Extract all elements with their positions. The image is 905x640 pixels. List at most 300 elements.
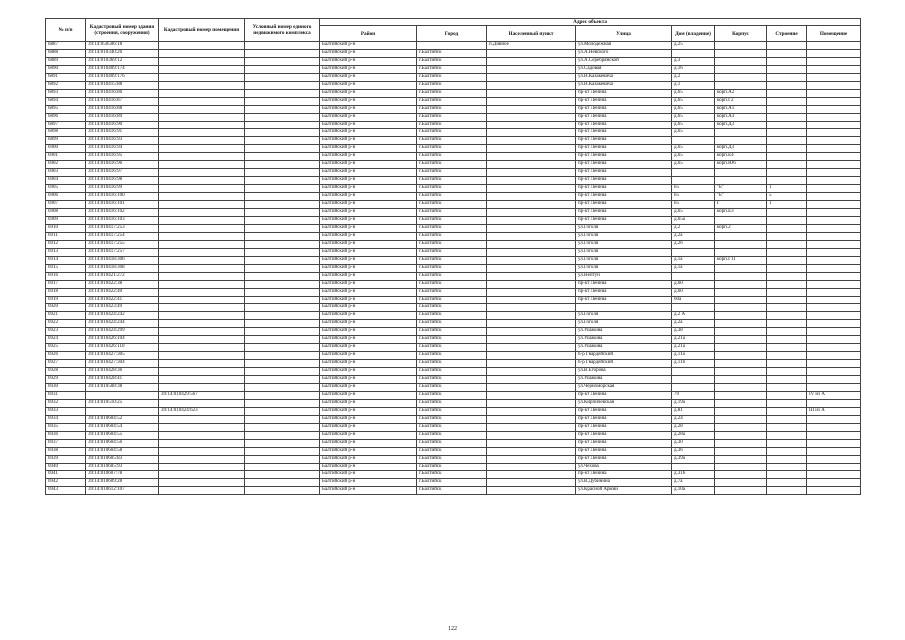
cell-cadastral-building: 39:14:010605:93 [86,463,159,471]
cell-cadastral-premises [159,161,245,169]
cell-settlement [487,169,576,177]
cell-no: 6943 [46,487,86,495]
cell-street: б-р Гвардейский [576,352,672,360]
table-row [46,463,861,471]
cell-city: г.Балтийск [417,97,487,105]
cell-settlement [487,232,576,240]
cell-block: "Е" [715,193,767,201]
cell-cadastral-building: 39:14:010416:99 [86,185,159,193]
cell-city: г.Балтийск [417,169,487,177]
table-row [46,471,861,479]
table-row [46,399,861,407]
cell-cadastral-premises: 39:14:010424:623 [159,407,245,415]
cell-conditional-number [245,415,320,423]
cell-city: г.Балтийск [417,57,487,65]
table-row [46,344,861,352]
cell-building [767,42,807,50]
cell-block [715,328,767,336]
cell-room [807,121,861,129]
cell-block [715,177,767,185]
cell-building [767,264,807,272]
cell-block [715,487,767,495]
cell-district: Балтийский р-н [320,447,417,455]
cell-city: г.Балтийск [417,105,487,113]
cell-no: 6888 [46,49,86,57]
table-body [46,42,861,495]
cell-building [767,344,807,352]
table-row [46,487,861,495]
cell-cadastral-premises [159,272,245,280]
cell-no: 6917 [46,280,86,288]
cell-room [807,280,861,288]
cell-no: 6910 [46,224,86,232]
cell-room [807,216,861,224]
table-row [46,248,861,256]
cell-building [767,471,807,479]
cell-street: пр-кт Ленина [576,193,672,201]
cell-district: Балтийский р-н [320,153,417,161]
cell-street: пр-кт Ленина [576,439,672,447]
cell-room [807,248,861,256]
table-row [46,383,861,391]
cell-room [807,431,861,439]
cell-building [767,383,807,391]
cell-cadastral-building: 39:14:050506:18 [86,42,159,50]
table-row [46,328,861,336]
table-row [46,216,861,224]
cell-city: г.Балтийск [417,328,487,336]
header-cadastral-building: Кадастровый номер здания (строения, сооружения) [86,19,159,42]
cell-cadastral-premises [159,264,245,272]
cell-street: пр-кт Ленина [576,185,672,193]
cell-city: г.Балтийск [417,65,487,73]
table-row [46,272,861,280]
cell-district: Балтийский р-н [320,224,417,232]
cell-block [715,42,767,50]
cell-room [807,272,861,280]
cell-district: Балтийский р-н [320,129,417,137]
cell-house: д.81 [672,407,715,415]
cell-cadastral-building: 39:14:010422:40 [86,288,159,296]
cell-no: 6925 [46,344,86,352]
cell-room [807,169,861,177]
cell-cadastral-building: 39:14:010416:97 [86,169,159,177]
cell-house: д.36 [672,447,715,455]
cell-cadastral-building: 39:14:010422:41 [86,296,159,304]
cell-room [807,113,861,121]
cell-house [672,177,715,185]
cell-settlement [487,240,576,248]
cell-house: д.24 [672,415,715,423]
cell-house: д.65 [672,145,715,153]
cell-no: 6937 [46,439,86,447]
cell-no: 6938 [46,447,86,455]
cell-cadastral-building: 39:14:010607:78 [86,471,159,479]
cell-district: Балтийский р-н [320,177,417,185]
cell-building [767,248,807,256]
header-block: Корпус [715,26,767,42]
cell-cadastral-premises [159,185,245,193]
cell-block: корп.А2 [715,89,767,97]
cell-cadastral-premises [159,304,245,312]
cell-conditional-number [245,81,320,89]
table-row [46,423,861,431]
cell-conditional-number [245,304,320,312]
cell-street: ул.В.Дубинина [576,479,672,487]
cell-street: ул.Ушакова [576,336,672,344]
table-row [46,49,861,57]
cell-building [767,463,807,471]
cell-cadastral-building: 39:14:010416:96 [86,161,159,169]
cell-district: Балтийский р-н [320,336,417,344]
cell-building [767,479,807,487]
cell-no: 6889 [46,57,86,65]
cell-district: Балтийский р-н [320,328,417,336]
cell-block [715,344,767,352]
cell-room [807,399,861,407]
page-number: 122 [448,626,457,632]
cell-building [767,336,807,344]
cell-room [807,423,861,431]
cell-room [807,256,861,264]
cell-cadastral-premises [159,145,245,153]
cell-house: д.39а [672,455,715,463]
cell-street: пр-кт Ленина [576,288,672,296]
cell-city: г.Балтийск [417,288,487,296]
cell-street: пр-кт Ленина [576,129,672,137]
cell-street: пр-кт Ленина [576,455,672,463]
cell-house: д.28а [672,431,715,439]
cell-settlement [487,423,576,431]
cell-street: пр-кт Ленина [576,97,672,105]
cell-district: Балтийский р-н [320,399,417,407]
cell-conditional-number [245,73,320,81]
cell-house: д.60 [672,280,715,288]
cell-district: Балтийский р-н [320,360,417,368]
cell-settlement [487,415,576,423]
cell-no: 6927 [46,360,86,368]
cell-cadastral-building: 39:14:010416:98 [86,177,159,185]
cell-building [767,169,807,177]
cell-conditional-number [245,447,320,455]
table-row [46,360,861,368]
table-row [46,431,861,439]
cell-no: 6905 [46,185,86,193]
cell-no: 6895 [46,105,86,113]
cell-street: ул.Н.Казакевича [576,81,672,89]
table-row [46,320,861,328]
cell-district: Балтийский р-н [320,439,417,447]
cell-no: 6941 [46,471,86,479]
cell-no: 6890 [46,65,86,73]
cell-district: Балтийский р-н [320,209,417,217]
cell-district: Балтийский р-н [320,73,417,81]
cell-conditional-number [245,177,320,185]
cell-house [672,49,715,57]
cell-street: ул.Гоголя [576,312,672,320]
cell-district: Балтийский р-н [320,185,417,193]
cell-cadastral-building: 39:14:010417:254 [86,232,159,240]
cell-no: 6924 [46,336,86,344]
cell-cadastral-premises [159,280,245,288]
cell-room [807,336,861,344]
cell-street: ул.А.Серебрянской [576,57,672,65]
cell-house: д.38 [672,328,715,336]
cell-settlement [487,97,576,105]
cell-cadastral-premises [159,312,245,320]
cell-block [715,360,767,368]
cell-cadastral-premises [159,256,245,264]
cell-street: пр-кт Ленина [576,415,672,423]
cell-cadastral-premises [159,49,245,57]
cell-house: 60а [672,296,715,304]
cell-block [715,304,767,312]
cell-district: Балтийский р-н [320,113,417,121]
cell-no: 6892 [46,81,86,89]
cell-no: 6929 [46,376,86,384]
cell-no: 6936 [46,431,86,439]
cell-settlement [487,296,576,304]
cell-house: д.1а [672,256,715,264]
cell-cadastral-building: 39:14:010426:104 [86,336,159,344]
cell-room [807,320,861,328]
cell-settlement [487,487,576,495]
cell-house: д.30 [672,439,715,447]
cell-block [715,399,767,407]
cell-no: 6926 [46,352,86,360]
cell-building [767,57,807,65]
cell-no: 6922 [46,320,86,328]
cell-house: д.21а [672,336,715,344]
cell-room [807,296,861,304]
cell-building [767,312,807,320]
cell-city: г.Балтийск [417,145,487,153]
cell-settlement [487,304,576,312]
cell-cadastral-building: 39:14:010416:93 [86,137,159,145]
cell-cadastral-premises [159,415,245,423]
cell-cadastral-premises [159,376,245,384]
cell-cadastral-building: 39:14:010416:90 [86,121,159,129]
cell-district: Балтийский р-н [320,407,417,415]
cell-settlement [487,479,576,487]
cell-house: д.2 [672,224,715,232]
cell-block [715,352,767,360]
cell-block [715,280,767,288]
cell-city: г.Балтийск [417,224,487,232]
cell-room [807,352,861,360]
cell-district: Балтийский р-н [320,423,417,431]
cell-building [767,177,807,185]
cell-conditional-number [245,455,320,463]
cell-house: д.65 [672,97,715,105]
cell-building [767,256,807,264]
cell-cadastral-building: 39:14:010604:54 [86,423,159,431]
cell-room [807,240,861,248]
cell-building [767,360,807,368]
cell-no: 6899 [46,137,86,145]
cell-building: 5 [767,193,807,201]
cell-no: 6914 [46,256,86,264]
cell-block: корп.Е3 [715,209,767,217]
cell-cadastral-premises [159,368,245,376]
cell-block [715,336,767,344]
cell-district: Балтийский р-н [320,463,417,471]
cell-street: пр-кт Ленина [576,153,672,161]
cell-cadastral-premises [159,113,245,121]
cell-street: пр-кт Ленина [576,391,672,399]
cell-cadastral-building: 39:14:010369:12 [86,57,159,65]
cell-cadastral-premises [159,455,245,463]
cell-building [767,439,807,447]
cell-room [807,161,861,169]
cell-settlement [487,264,576,272]
cell-house: д.11б [672,360,715,368]
cell-city: г.Балтийск [417,137,487,145]
cell-settlement [487,224,576,232]
cell-no: 6942 [46,479,86,487]
cell-building [767,65,807,73]
cell-house: 79 [672,391,715,399]
cell-cadastral-premises [159,399,245,407]
cell-cadastral-building: 39:14:010424:242 [86,312,159,320]
table-row [46,73,861,81]
cell-cadastral-building: 39:14:010340:26 [86,49,159,57]
cell-settlement [487,65,576,73]
header-settlement: Населенный пункт [487,26,576,42]
cell-building [767,73,807,81]
cell-room [807,487,861,495]
cell-street: пр-кт Ленина [576,471,672,479]
cell-settlement [487,376,576,384]
cell-cadastral-building: 39:14:010423:49 [86,304,159,312]
cell-settlement [487,272,576,280]
cell-block [715,248,767,256]
cell-block [715,65,767,73]
cell-building [767,423,807,431]
cell-city: г.Балтийск [417,320,487,328]
cell-building [767,431,807,439]
cell-district: Балтийский р-н [320,201,417,209]
cell-city: г.Балтийск [417,471,487,479]
table-row [46,145,861,153]
cell-settlement [487,455,576,463]
cell-block [715,81,767,89]
cell-conditional-number [245,145,320,153]
cell-district: Балтийский р-н [320,89,417,97]
table-row [46,161,861,169]
cell-block [715,479,767,487]
cell-no: 6897 [46,121,86,129]
cell-street: ул.Молодежная [576,42,672,50]
cell-city: г.Балтийск [417,399,487,407]
cell-street: пр-кт Ленина [576,169,672,177]
cell-cadastral-premises [159,73,245,81]
cell-room [807,463,861,471]
cell-block: корп.Е4 [715,153,767,161]
cell-conditional-number [245,336,320,344]
cell-cadastral-building: 39:14:010605:83 [86,455,159,463]
cell-conditional-number [245,256,320,264]
cell-block [715,455,767,463]
table-row [46,65,861,73]
cell-building [767,447,807,455]
table-row [46,288,861,296]
cell-building [767,376,807,384]
cell-settlement [487,81,576,89]
cell-conditional-number [245,391,320,399]
cell-conditional-number [245,209,320,217]
cell-cadastral-building: 39:14:010609:28 [86,479,159,487]
cell-city: г.Балтийск [417,272,487,280]
cell-street: ул.Гоголя [576,232,672,240]
cell-settlement [487,431,576,439]
cell-building [767,320,807,328]
cell-cadastral-premises [159,423,245,431]
cell-block [715,240,767,248]
cell-block [715,272,767,280]
cell-no: 6893 [46,89,86,97]
cell-street: пр-кт Ленина [576,296,672,304]
cell-block [715,320,767,328]
cell-cadastral-building: 39:14:010428:41 [86,376,159,384]
cell-street: ул.Ушакова [576,344,672,352]
cell-conditional-number [245,264,320,272]
cell-cadastral-premises [159,137,245,145]
cell-street: б-р Гвардейский [576,360,672,368]
table-row [46,479,861,487]
cell-settlement [487,288,576,296]
cell-settlement [487,113,576,121]
cell-building [767,89,807,97]
cell-cadastral-premises [159,463,245,471]
cell-building [767,161,807,169]
cell-house: 65 [672,193,715,201]
cell-house: д.65 [672,129,715,137]
cell-district: Балтийский р-н [320,121,417,129]
cell-no: 6928 [46,368,86,376]
cell-block [715,216,767,224]
cell-house: д.65 [672,161,715,169]
cell-block [715,169,767,177]
cell-street: ул.Кирпичёвская [576,399,672,407]
cell-cadastral-building: 39:14:010418:306 [86,256,159,264]
cell-room [807,455,861,463]
cell-cadastral-building: 39:14:010416:91 [86,129,159,137]
cell-conditional-number [245,232,320,240]
cell-conditional-number [245,97,320,105]
cell-house: д.2а [672,320,715,328]
cell-building [767,209,807,217]
cell-cadastral-premises [159,487,245,495]
cell-street: ул.А.Невского [576,49,672,57]
cell-house: д.65 [672,89,715,97]
cell-building [767,487,807,495]
cell-block [715,415,767,423]
cell-building [767,121,807,129]
cell-house: 65 [672,185,715,193]
cell-block: корп.Г2 [715,97,767,105]
cell-city: г.Балтийск [417,89,487,97]
cell-cadastral-building: 39:14:010417:253 [86,224,159,232]
cell-settlement [487,407,576,415]
table-row [46,129,861,137]
cell-cadastral-building: 39:14:010508:38 [86,383,159,391]
cell-city: г.Балтийск [417,376,487,384]
cell-cadastral-premises [159,121,245,129]
cell-block [715,439,767,447]
header-house: Дом (владение) [672,26,715,42]
cell-cadastral-building: 39:14:010612:107 [86,487,159,495]
